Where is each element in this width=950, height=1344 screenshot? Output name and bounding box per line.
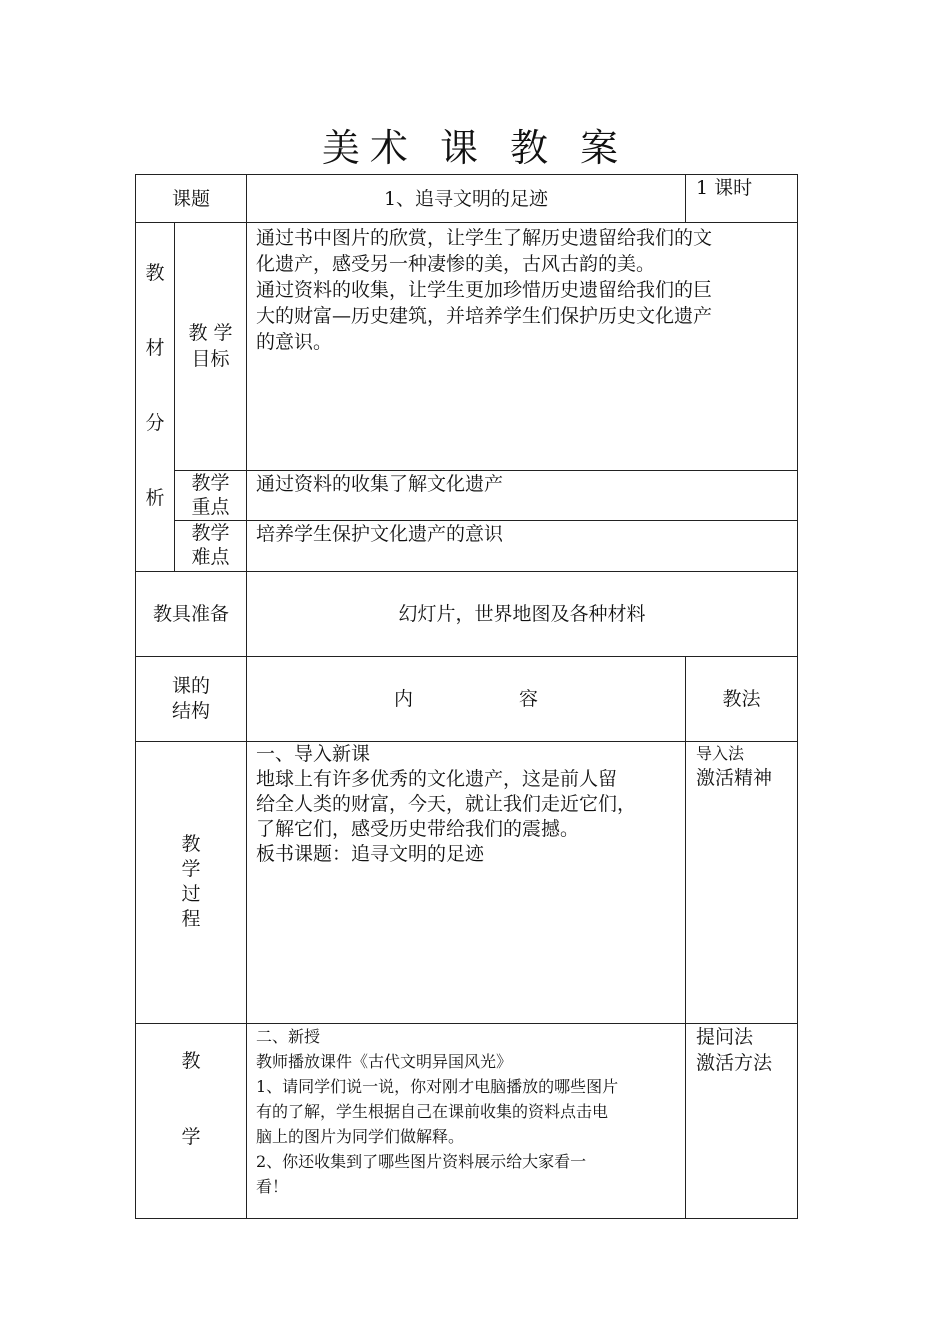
content-header-char: 容 xyxy=(519,688,539,710)
process2-line: 1、请同学们说一说，你对刚才电脑播放的哪些图片 xyxy=(256,1077,619,1096)
process2-method-line: 激活方法 xyxy=(696,1052,773,1074)
difficulty-text: 培养学生保护文化遗产的意识 xyxy=(256,523,504,545)
content-header-char: 内 xyxy=(393,688,413,710)
structure-label-line: 课的 xyxy=(171,675,210,697)
key-label-line: 教学 xyxy=(191,472,230,494)
process1-line: 一、导入新课 xyxy=(256,743,371,765)
process2-line: 教师播放课件《古代文明异国风光》 xyxy=(256,1052,513,1071)
analysis-label xyxy=(136,260,174,550)
process2-label-char: 教 xyxy=(181,1050,201,1072)
key-text: 通过资料的收集了解文化遗产 xyxy=(256,473,504,495)
goal-label-line: 目标 xyxy=(191,348,230,370)
goal-line: 的意识。 xyxy=(256,331,333,353)
process2-method xyxy=(696,1024,796,1076)
process2-label xyxy=(136,1048,246,1150)
process2-line: 2、你还收集到了哪些图片资料展示给大家看一 xyxy=(256,1152,587,1171)
process1-method-line: 激活精神 xyxy=(696,767,773,789)
key-label-line: 重点 xyxy=(191,496,230,518)
analysis-char: 材 xyxy=(145,337,165,359)
difficulty-label-line: 难点 xyxy=(191,546,230,568)
structure-label xyxy=(136,657,246,741)
tools-value: 幻灯片，世界地图及各种材料 xyxy=(398,603,646,625)
process2-label-char: 学 xyxy=(181,1126,201,1148)
process1-method-line: 导入法 xyxy=(696,744,745,763)
process-label-char: 学 xyxy=(181,858,201,880)
difficulty-label xyxy=(175,521,246,571)
process2-line: 二、新授 xyxy=(256,1027,321,1046)
process2-line: 看！ xyxy=(256,1177,289,1196)
process-label-char: 教 xyxy=(181,833,201,855)
analysis-char: 析 xyxy=(145,487,165,509)
process-label-char: 程 xyxy=(181,908,201,930)
goal-line: 大的财富—历史建筑，并培养学生们保护历史文化遗产 xyxy=(256,305,713,327)
process2-method-line: 提问法 xyxy=(696,1026,754,1048)
content-header xyxy=(247,657,685,741)
structure-label-line: 结构 xyxy=(171,700,210,722)
topic-value: 1、追寻文明的足迹 xyxy=(383,187,549,210)
goal-line: 化遗产，感受另一种凄惨的美，古风古韵的美。 xyxy=(256,253,656,275)
hours-value: 1 课时 xyxy=(696,177,753,199)
key-label xyxy=(175,471,246,520)
goal-line: 通过资料的收集，让学生更加珍惜历史遗留给我们的巨 xyxy=(256,279,713,301)
process1-line: 了解它们，感受历史带给我们的震撼。 xyxy=(256,818,580,840)
process2-content xyxy=(256,1024,684,1199)
process1-content xyxy=(256,742,684,867)
page-title: 美术 课 教 案 xyxy=(321,126,629,170)
goal-label-line: 教 学 xyxy=(188,322,233,344)
goal-label xyxy=(175,320,246,372)
process-label xyxy=(136,832,246,932)
process1-method xyxy=(696,742,796,791)
goal-text xyxy=(256,225,796,355)
process1-line: 地球上有许多优秀的文化遗产，这是前人留 xyxy=(256,768,618,790)
process2-line: 脑上的图片为同学们做解释。 xyxy=(256,1127,465,1146)
method-header: 教法 xyxy=(722,688,761,710)
process-label-char: 过 xyxy=(181,883,201,905)
difficulty-label-line: 教学 xyxy=(191,522,230,544)
process2-line: 有的了解，学生根据自己在课前收集的资料点击电 xyxy=(256,1102,609,1121)
analysis-char: 分 xyxy=(145,412,165,434)
analysis-char: 教 xyxy=(145,262,165,284)
topic-label: 课题 xyxy=(171,187,210,210)
tools-label: 教具准备 xyxy=(152,603,229,625)
goal-line: 通过书中图片的欣赏，让学生了解历史遗留给我们的文 xyxy=(256,227,713,249)
process1-line: 板书课题：追寻文明的足迹 xyxy=(256,843,485,865)
process1-line: 给全人类的财富，今天，就让我们走近它们， xyxy=(256,793,637,815)
